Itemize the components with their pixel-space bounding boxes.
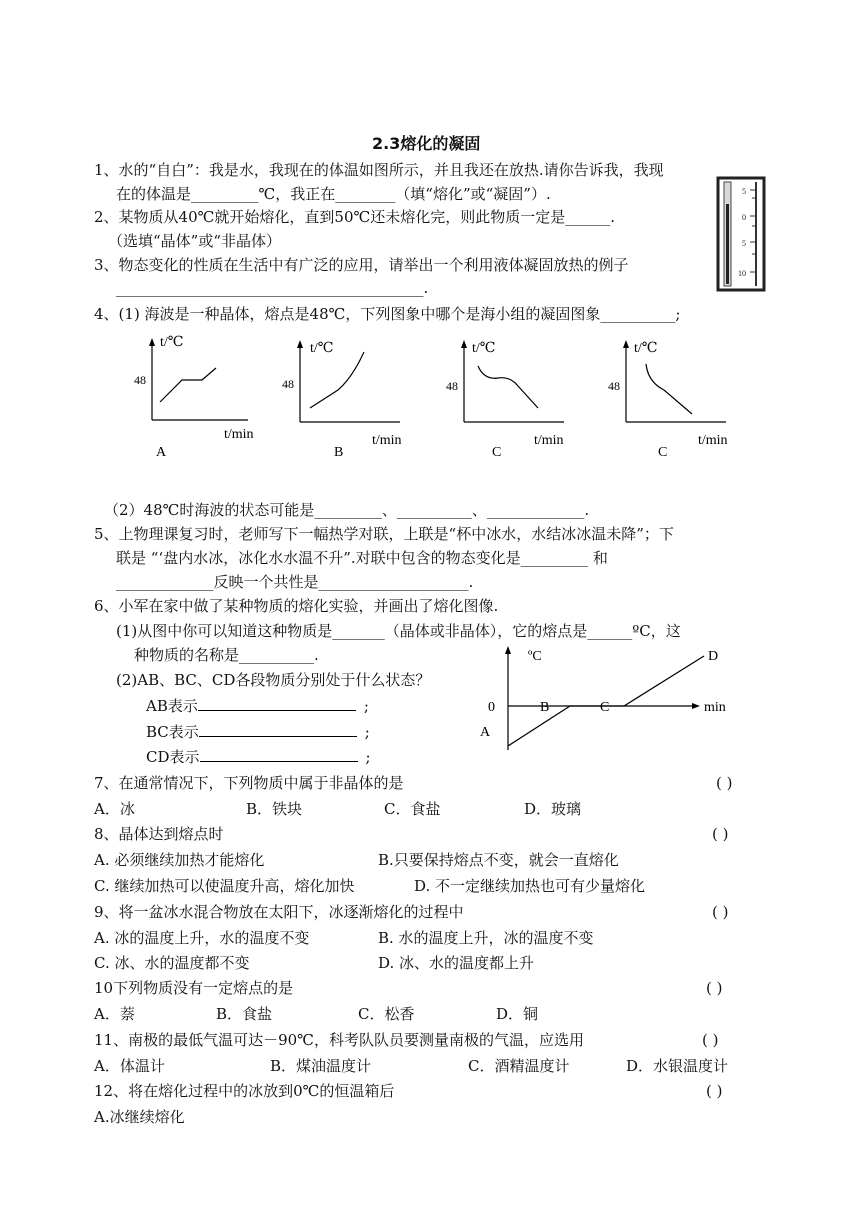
ab-label: AB表示 xyxy=(146,697,198,715)
question-1-line-2: 在的体温是_________℃，我正在________（填“熔化”或“凝固”）. xyxy=(116,185,551,203)
melting-graph-point-d: D xyxy=(708,649,719,664)
graph-a-tick: 48 xyxy=(134,373,146,387)
graph-b-xlabel: t/min xyxy=(372,433,402,448)
question-7-answer-paren[interactable]: ( ) xyxy=(716,774,733,792)
question-12-option-a: A.冰继续熔化 xyxy=(94,1108,185,1126)
thermometer-tick-10: 10 xyxy=(738,269,746,278)
question-7-stem: 7、在通常情况下，下列物质中属于非晶体的是 xyxy=(94,774,404,792)
question-11-stem: 11、南极的最低气温可达－90℃，科考队队员要测量南极的气温，应选用 xyxy=(94,1031,584,1049)
ab-semicolon: ; xyxy=(363,697,369,715)
question-8-stem: 8、晶体达到熔点时 xyxy=(94,825,224,843)
question-3-line-1: 3、物态变化的性质在生活中有广泛的应用，请举出一个利用液体凝固放热的例子 xyxy=(94,256,629,274)
question-6-line-2: (1)从图中你可以知道这种物质是_______（晶体或非晶体），它的熔点是______ºC，这 xyxy=(116,622,681,640)
graph-c-xlabel: t/min xyxy=(534,433,564,448)
graph-b-ylabel: t/℃ xyxy=(310,341,334,356)
bc-answer-blank[interactable] xyxy=(199,721,357,737)
question-6-cd xyxy=(146,746,371,767)
question-10-option-d: D．铜 xyxy=(496,1005,539,1023)
question-9-option-d: D. 冰、水的温度都上升 xyxy=(378,954,535,972)
question-9-option-a: A. 冰的温度上升，水的温度不变 xyxy=(94,929,310,947)
question-7-option-b: B．铁块 xyxy=(246,800,303,818)
ab-answer-blank[interactable] xyxy=(198,695,356,711)
cd-label: CD表示 xyxy=(146,748,200,766)
graph-c2-caption: C xyxy=(658,445,668,460)
question-12-stem: 12、将在熔化过程中的冰放到0℃的恒温箱后 xyxy=(94,1082,395,1100)
thermometer-tick-0: 0 xyxy=(742,213,746,222)
page-title: 2.3熔化的凝固 xyxy=(372,134,481,153)
question-10-option-b: B．食盐 xyxy=(216,1005,273,1023)
graph-c-caption: C xyxy=(492,445,502,460)
question-6-ab xyxy=(146,695,369,716)
question-7-option-d: D．玻璃 xyxy=(524,800,582,818)
question-8-option-a: A. 必须继续加热才能熔化 xyxy=(94,851,265,869)
question-1-line-1: 1、水的“自白”：我是水，我现在的体温如图所示，并且我还在放热.请你告诉我，我现 xyxy=(94,161,664,179)
question-7-option-a: A．冰 xyxy=(94,800,135,818)
melting-graph-point-c: C xyxy=(600,700,610,715)
melting-graph-point-b: B xyxy=(540,700,550,715)
thermometer-tick-5: 5 xyxy=(742,239,746,248)
thermometer-tick-5-top: 5 xyxy=(742,187,746,196)
question-5-line-1: 5、上物理课复习时，老师写下一幅热学对联，上联是“杯中冰水，水结冰冰温未降”；下 xyxy=(94,525,674,543)
question-3-line-2: _________________________________________. xyxy=(116,279,429,297)
question-7-option-c: C．食盐 xyxy=(384,800,441,818)
question-4-line-1: 4、(1) 海波是一种晶体，熔点是48℃，下列图象中哪个是海小组的凝固图象__________; xyxy=(94,305,681,323)
question-12-answer-paren[interactable]: ( ) xyxy=(706,1082,723,1100)
question-8-option-d: D. 不一定继续加热也可有少量熔化 xyxy=(414,877,646,895)
question-9-answer-paren[interactable]: ( ) xyxy=(712,903,729,921)
graph-c2-tick: 48 xyxy=(608,379,620,393)
graph-c xyxy=(444,336,584,460)
graph-c-2 xyxy=(606,336,746,460)
melting-graph-y-unit: ºC xyxy=(528,649,542,664)
question-2-line-1: 2、某物质从40℃就开始熔化，直到50℃还未熔化完，则此物质一定是______. xyxy=(94,208,616,226)
question-11-option-b: B．煤油温度计 xyxy=(270,1057,372,1075)
question-8-option-c: C. 继续加热可以使温度升高，熔化加快 xyxy=(94,877,355,895)
melting-graph-origin: 0 xyxy=(488,700,495,715)
question-6-line-1: 6、小军在家中做了某种物质的熔化实验，并画出了熔化图像. xyxy=(94,597,499,615)
question-5-line-2: 联是 “‘盘内水冰，冰化水水温不升”.对联中包含的物态变化是_________ 和 xyxy=(116,549,608,567)
question-6-bc xyxy=(146,721,370,742)
cd-answer-blank[interactable] xyxy=(200,746,358,762)
question-10-answer-paren[interactable]: ( ) xyxy=(706,979,723,997)
question-10-option-c: C．松香 xyxy=(358,1005,415,1023)
question-10-option-a: A．萘 xyxy=(94,1005,135,1023)
bc-label: BC表示 xyxy=(146,723,199,741)
graph-c-ylabel: t/℃ xyxy=(472,341,496,356)
graph-a-caption: A xyxy=(156,445,167,458)
graph-c2-xlabel: t/min xyxy=(698,433,728,448)
question-9-stem: 9、将一盆冰水混合物放在太阳下，冰逐渐熔化的过程中 xyxy=(94,903,464,921)
melting-graph xyxy=(474,638,744,758)
question-9-option-b: B. 水的温度上升，冰的温度不变 xyxy=(378,929,594,947)
question-8-answer-paren[interactable]: ( ) xyxy=(712,825,729,843)
graph-c-tick: 48 xyxy=(446,379,458,393)
question-8-option-b: B.只要保持熔点不变，就会一直熔化 xyxy=(378,851,619,869)
question-10-stem: 10下列物质没有一定熔点的是 xyxy=(94,979,294,997)
question-5-line-3: _____________反映一个共性是____________________. xyxy=(116,573,474,591)
melting-graph-x-unit: min xyxy=(704,700,726,715)
question-6-line-4: (2)AB、BC、CD各段物质分别处于什么状态？ xyxy=(116,671,431,689)
graph-a-xlabel: t/min xyxy=(224,427,254,442)
graph-a xyxy=(130,334,270,458)
question-2-line-2: （选填“晶体”或“非晶体） xyxy=(108,232,282,250)
graph-b xyxy=(282,336,422,460)
question-6-line-3: 种物质的名称是__________. xyxy=(134,646,319,664)
question-4-part-2: （2）48℃时海波的状态可能是_________、__________、_____________. xyxy=(104,501,590,519)
question-11-option-d: D．水银温度计 xyxy=(626,1057,729,1075)
graph-b-tick: 48 xyxy=(282,377,294,391)
melting-graph-point-a: A xyxy=(480,725,491,740)
thermometer-image xyxy=(716,176,766,292)
cd-semicolon: ; xyxy=(365,748,371,766)
graph-c2-ylabel: t/℃ xyxy=(634,341,658,356)
question-11-option-a: A．体温计 xyxy=(94,1057,165,1075)
question-11-answer-paren[interactable]: ( ) xyxy=(702,1031,719,1049)
bc-semicolon: ; xyxy=(364,723,370,741)
graph-a-ylabel: t/℃ xyxy=(160,335,184,350)
question-11-option-c: C．酒精温度计 xyxy=(468,1057,570,1075)
question-9-option-c: C. 冰、水的温度都不变 xyxy=(94,954,250,972)
graph-b-caption: B xyxy=(334,445,344,460)
